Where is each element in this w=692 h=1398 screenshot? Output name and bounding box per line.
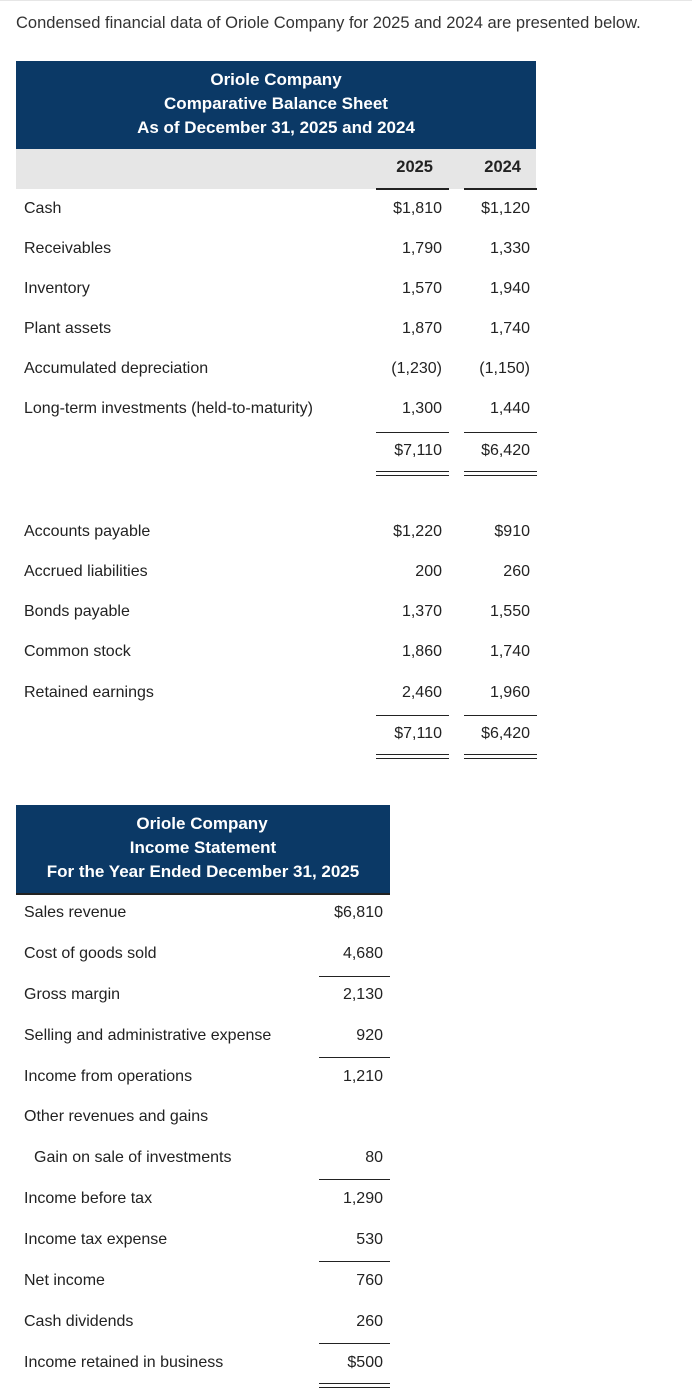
value-2024: 1,960 (489, 684, 530, 701)
subtotal-rule (319, 976, 390, 977)
liabilities-total-2025: $7,110 (394, 725, 442, 742)
liabilities-total-row (24, 725, 530, 749)
row-value: 1,290 (342, 1190, 383, 1207)
table-row (24, 360, 530, 384)
row-label: Net income (24, 1272, 105, 1289)
value-2025: $1,220 (393, 523, 442, 540)
subtotal-rule-2024 (464, 715, 537, 716)
balance-sheet-title-date: As of December 31, 2025 and 2024 (137, 118, 415, 137)
row-label: Gross margin (24, 986, 121, 1003)
column-header-underline-2025 (376, 188, 449, 190)
value-2025: 200 (415, 563, 442, 580)
value-2025: 1,570 (401, 280, 442, 297)
table-row (24, 1190, 383, 1214)
value-2025: (1,230) (391, 360, 442, 377)
double-underline-2024 (464, 754, 537, 759)
balance-sheet-title-company: Oriole Company (210, 70, 342, 89)
table-row (24, 643, 530, 667)
double-underline-2024 (464, 471, 537, 476)
table-row (24, 1068, 383, 1092)
row-value: $500 (347, 1354, 383, 1371)
column-header-bar (16, 149, 536, 189)
subtotal-rule-2024 (464, 432, 537, 433)
table-row (24, 400, 530, 424)
table-row (24, 603, 530, 627)
value-2025: 1,860 (401, 643, 442, 660)
row-value: 4,680 (342, 945, 383, 962)
double-underline-2025 (376, 471, 449, 476)
assets-total-2025: $7,110 (394, 442, 442, 459)
table-row (24, 1108, 209, 1132)
table-row (24, 200, 530, 224)
row-label: Long-term investments (held-to-maturity) (24, 400, 313, 417)
row-label: Cost of goods sold (24, 945, 157, 962)
value-2024: $910 (494, 523, 530, 540)
row-label: Receivables (24, 240, 112, 257)
subtotal-rule (319, 1343, 390, 1344)
value-2024: (1,150) (479, 360, 530, 377)
row-label: Accumulated depreciation (24, 360, 209, 377)
row-label: Cash dividends (24, 1313, 134, 1330)
value-2024: 1,550 (489, 603, 530, 620)
double-underline-2025 (376, 754, 449, 759)
balance-sheet-header (16, 61, 536, 149)
row-label: Income before tax (24, 1190, 153, 1207)
table-row (24, 945, 383, 969)
value-2024: 1,330 (489, 240, 530, 257)
row-label: Accounts payable (24, 523, 151, 540)
row-label: Selling and administrative expense (24, 1027, 272, 1044)
income-statement-title-name: Income Statement (129, 838, 277, 857)
row-value: 1,210 (342, 1068, 383, 1085)
row-value: 760 (356, 1272, 383, 1289)
table-row (24, 1027, 383, 1051)
income-statement-header (16, 805, 390, 893)
table-row (24, 904, 383, 928)
row-label: Accrued liabilities (24, 563, 148, 580)
value-2025: 1,870 (401, 320, 442, 337)
intro-text: Condensed financial data of Oriole Company for 2025 and 2024 are presented below. (16, 14, 641, 32)
value-2025: 1,790 (401, 240, 442, 257)
assets-total-row (24, 442, 530, 466)
balance-sheet-title-name: Comparative Balance Sheet (164, 94, 388, 113)
row-label: Income tax expense (24, 1231, 168, 1248)
table-row (24, 523, 530, 547)
table-row (24, 1149, 383, 1173)
column-header-2025: 2025 (396, 158, 433, 176)
value-2024: 1,940 (489, 280, 530, 297)
subtotal-rule (319, 1057, 390, 1058)
subtotal-rule-2025 (376, 715, 449, 716)
value-2024: 260 (503, 563, 530, 580)
row-label: Sales revenue (24, 904, 127, 921)
table-row (24, 1313, 383, 1337)
row-label: Gain on sale of investments (34, 1149, 232, 1166)
value-2024: 1,740 (489, 320, 530, 337)
value-2024: $1,120 (481, 200, 530, 217)
table-row (24, 280, 530, 304)
row-label: Cash (24, 200, 62, 217)
value-2025: 2,460 (401, 684, 442, 701)
row-label: Inventory (24, 280, 90, 297)
row-value: 920 (356, 1027, 383, 1044)
subtotal-rule (319, 1179, 390, 1180)
assets-total-2024: $6,420 (481, 442, 530, 459)
row-label: Other revenues and gains (24, 1108, 209, 1125)
row-label: Plant assets (24, 320, 112, 337)
column-header-2024: 2024 (484, 158, 521, 176)
row-value: 80 (365, 1149, 383, 1166)
table-row (24, 986, 383, 1010)
table-row (24, 1354, 383, 1378)
row-value: 530 (356, 1231, 383, 1248)
income-statement-header-underline (16, 893, 390, 895)
table-row (24, 1272, 383, 1296)
row-label: Retained earnings (24, 684, 154, 701)
column-header-underline-2024 (464, 188, 537, 190)
value-2024: 1,440 (489, 400, 530, 417)
table-row (24, 563, 530, 587)
table-row (24, 1231, 383, 1255)
row-label: Income from operations (24, 1068, 193, 1085)
subtotal-rule (319, 1261, 390, 1262)
table-row (24, 320, 530, 344)
row-value: $6,810 (334, 904, 383, 921)
top-divider (0, 0, 692, 1)
income-statement-title-period: For the Year Ended December 31, 2025 (46, 862, 360, 881)
row-label: Common stock (24, 643, 131, 660)
table-row (24, 240, 530, 264)
subtotal-rule-2025 (376, 432, 449, 433)
value-2025: $1,810 (393, 200, 442, 217)
row-label: Income retained in business (24, 1354, 224, 1371)
row-value: 260 (356, 1313, 383, 1330)
table-row (24, 684, 530, 708)
value-2025: 1,370 (401, 603, 442, 620)
value-2024: 1,740 (489, 643, 530, 660)
double-underline (319, 1383, 390, 1388)
row-label: Bonds payable (24, 603, 130, 620)
row-value: 2,130 (342, 986, 383, 1003)
income-statement-title-company: Oriole Company (136, 814, 268, 833)
value-2025: 1,300 (401, 400, 442, 417)
liabilities-total-2024: $6,420 (481, 725, 530, 742)
